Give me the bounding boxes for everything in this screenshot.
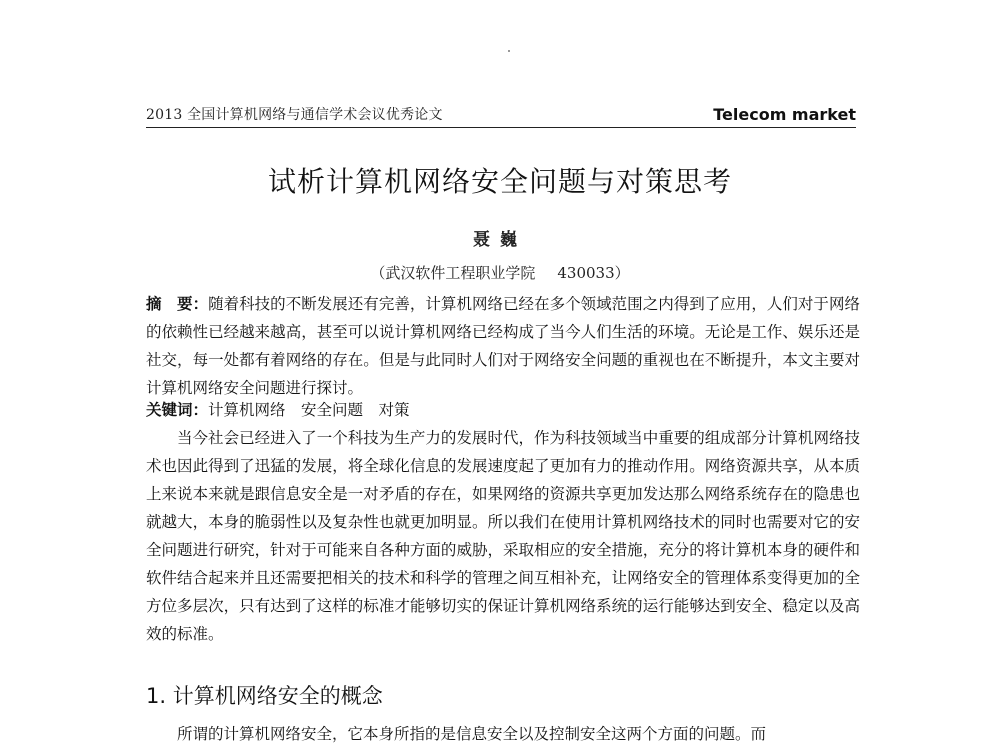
section-heading: 1. 计算机网络安全的概念 <box>146 684 383 708</box>
abstract-text: 随着科技的不断发展还有完善，计算机网络已经在多个领域范围之内得到了应用，人们对于网络的依赖性已经越来越高，甚至可以说计算机网络已经构成了当今人们生活的环境。无论是工作、娱乐还是社交，每一处都有着网络的存在。但是与此同时人们对于网络安全问题的重视也在不断提升，本文主要对计算机网络安全问题进行探讨。 <box>146 295 860 397</box>
header-journal-name: Telecom market <box>713 105 856 124</box>
keywords-label: 关键词： <box>146 401 209 419</box>
keywords <box>146 396 860 424</box>
author-name: 聂巍 <box>473 230 527 250</box>
header-conference-title: 2013 全国计算机网络与通信学术会议优秀论文 <box>146 107 443 123</box>
paper-title: 试析计算机网络安全问题与对策思考 <box>267 165 732 198</box>
abstract <box>146 290 860 402</box>
keywords-text: 计算机网络 安全问题 对策 <box>208 401 410 419</box>
affiliation-name: （武汉软件工程职业学院 <box>370 264 536 282</box>
running-header <box>146 102 856 124</box>
header-divider <box>146 127 856 128</box>
author-affiliation <box>0 262 1000 283</box>
abstract-label: 摘 要： <box>146 295 209 313</box>
scan-speck <box>508 50 510 52</box>
affiliation-postcode: 430033） <box>557 264 630 282</box>
body-paragraph: 当今社会已经进入了一个科技为生产力的发展时代，作为科技领域当中重要的组成部分计算机网络技术也因此得到了迅猛的发展，将全球化信息的发展速度起了更加有力的推动作用。网络资源共享，从本质上来说本来就是跟信息安全是一对矛盾的存在，如果网络的资源共享更加发达那么网络系统存在的隐患也就越大，本身的脆弱性以及复杂性也就更加明显。所以我们在使用计算机网络技术的同时也需要对它的安全问题进行研究，针对于可能来自各种方面的威胁，采取相应的安全措施，充分的将计算机本身的硬件和软件结合起来并且还需要把相关的技术和科学的管理之间互相补充，让网络安全的管理体系变得更加的全方位多层次，只有达到了这样的标准才能够切实的保证计算机网络系统的运行能够达到安全、稳定以及高效的标准。 <box>146 429 860 643</box>
section-first-line: 所谓的计算机网络安全，它本身所指的是信息安全以及控制安全这两个方面的问题。而 <box>177 725 767 743</box>
